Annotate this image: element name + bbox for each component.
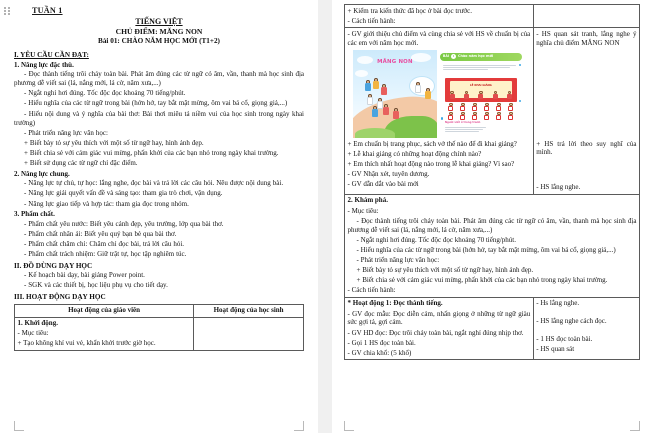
table-row <box>345 5 640 28</box>
column-header-teacher: Hoạt động của giáo viên <box>15 304 194 317</box>
activities-table <box>14 304 304 351</box>
cell-student-activity <box>533 5 639 28</box>
lesson-title: Chào năm học mới <box>457 54 494 59</box>
body-text: - Năng lực giải quyết vấn đề và sáng tạo: tham gia trò chơi, vận dụng. <box>24 189 223 198</box>
activity-heading: * Hoạt động 1: Đọc thành tiếng. <box>347 299 443 308</box>
theme-line: CHỦ ĐIỂM: MĂNG NON <box>115 27 203 36</box>
crop-mark-bottom-right <box>294 421 304 431</box>
decorative-dot <box>519 100 521 102</box>
crop-mark-bottom-left <box>14 421 24 431</box>
column-header-student: Hoạt động của học sinh <box>194 304 304 317</box>
book-right-page-lesson <box>437 50 525 138</box>
body-text: - Hiểu nội dung và ý nghĩa của bài thơ: Bài thơi miêu tả niềm vui của học sinh trong ngày khai trường) <box>14 109 304 127</box>
activity-text: - Cách tiến hành: <box>347 286 396 295</box>
body-text: - Hiểu nghĩa của các từ ngữ trong bài (hớn hở, tay bắt mặt mừng, ôm vai bá cổ, giọng giả,...) <box>24 99 288 108</box>
textbook-spread-illustration <box>353 50 525 138</box>
cell-teacher-activity <box>345 28 534 195</box>
activity-heading: 1. Khởi động. <box>17 319 58 328</box>
activity-text: + Em chuẩn bị trang phục, sách vở thế nào để đi khai giảng? <box>347 139 517 148</box>
activity-text: + Em thích nhất hoạt động nào trong lễ khai giảng? Vì sao? <box>347 159 515 168</box>
activities-table-continued <box>344 4 640 360</box>
page-right <box>332 0 650 433</box>
activity-text: - Mục tiêu: <box>17 329 49 338</box>
body-text: - SGK và các thiết bị, học liệu phụ vụ cho tiết dạy. <box>24 281 168 290</box>
kid-figure <box>367 94 373 106</box>
section-heading-teaching-equipment: II. ĐỒ DÙNG DẠY HỌC <box>14 262 93 271</box>
lesson-bai-label: BÀI <box>442 54 449 59</box>
cell-teacher-activity <box>345 5 534 28</box>
lesson-number-badge: 1 <box>452 54 455 59</box>
stage-kids-row <box>445 91 517 99</box>
activity-text: - Hiểu nghĩa của các từ ngữ trong bài (hớn hở, tay bắt mặt mừng, ôm vai bá cổ, giọng giả,...) <box>356 245 616 254</box>
student-text: - 1 HS đọc toàn bài. <box>536 335 593 344</box>
table-row <box>15 317 304 350</box>
body-text: - Phẩm chất trách nhiệm: Giữ trật tự, học tập nghiêm túc. <box>24 250 187 259</box>
activity-text: - GV giới thiệu chủ điểm và cùng chia sẻ với HS về chuẩn bị của các em với năm học mới. <box>347 29 531 47</box>
cell-student-activity <box>533 28 639 195</box>
page-left <box>0 0 318 433</box>
stage-banner-text: LỄ KHAI GIẢNG <box>469 83 492 87</box>
subheading-general-competence: 2. Năng lực chung. <box>14 170 70 179</box>
student-text: + HS trả lời theo suy nghĩ của mình. <box>536 139 637 157</box>
activity-text: + Tạo không khí vui vẻ, khẩn khởi trước giờ học. <box>17 339 156 348</box>
activity-text: - GV HD đọc: Đọc trôi chảy toàn bài, ngắt nghỉ đúng nhịp thơ. <box>347 328 524 337</box>
activity-text: - Cách tiến hành: <box>347 16 396 25</box>
activity-text: - GV dẫn dắt vào bài mới <box>347 180 419 189</box>
subheading-specific-competence: 1. Năng lực đặc thù. <box>14 61 74 69</box>
body-text: - Đọc thành tiếng trôi chảy toàn bài. Phát âm đúng các từ ngữ có âm, vần, thanh mà học sinh địa phương dễ viết sai (lá, nắng mới, lá cờ, năm xưa,...) <box>14 70 304 88</box>
student-text: - HS lắng nghe cách đọc. <box>536 317 607 326</box>
drag-handle-icon[interactable] <box>4 7 10 16</box>
outline-heading-tuan: TUẦN 1 <box>32 6 63 15</box>
body-text: - Phẩm chất nhân ái: Biết yêu quý bạn bè qua bài thơ. <box>24 229 177 238</box>
subheading-qualities: 3. Phẩm chất. <box>14 210 55 219</box>
table-header-row <box>15 304 304 317</box>
footer-note-text: Người viết ở trong tranh <box>444 120 481 124</box>
grass-shape-2 <box>355 128 395 138</box>
student-text: - Hs lắng nghe. <box>536 299 580 308</box>
activity-text: - GV chia khổ: (5 khổ) <box>347 348 412 357</box>
cell-teacher-activity <box>15 317 194 350</box>
kid-figure <box>415 82 421 94</box>
cell-teacher-activity <box>345 297 534 359</box>
body-text: - Kế hoạch bài dạy, bài giảng Power point. <box>24 271 145 280</box>
table-row <box>345 194 640 297</box>
lesson-paragraph-lines <box>443 65 519 72</box>
activity-text: - Mục tiêu: <box>347 206 379 215</box>
speech-bubble <box>409 76 435 96</box>
kid-figure <box>365 80 371 92</box>
student-text: - HS quan sát <box>536 345 575 354</box>
body-text: + Biết chia sẻ với cảm giác vui mừng, phấn khởi của các bạn nhỏ trong ngày khai trường. <box>24 148 279 157</box>
kid-figure <box>381 84 387 96</box>
table-row <box>345 28 640 195</box>
activity-text: + Kiểm tra kiến thức đã học ở bài đọc trước. <box>347 6 472 15</box>
kid-figure <box>393 108 399 120</box>
kid-figure <box>373 78 379 90</box>
audience-kids-row-1 <box>445 103 517 111</box>
book-left-page-cover <box>353 50 437 138</box>
body-text: + Biết bày tỏ sự yêu thích với một số từ ngữ hay, hình ảnh đẹp. <box>24 138 204 147</box>
kid-figure <box>372 106 378 118</box>
student-text: - HS lắng nghe. <box>536 183 581 192</box>
body-text: - Ngắt nghỉ hơi đúng. Tốc độc đọc khoảng 70 tiếng/phút. <box>24 89 186 98</box>
decorative-dot <box>519 64 521 66</box>
activity-text: + Biết bày tỏ sự yêu thích với một số từ ngữ hay, hình ảnh đẹp. <box>356 266 534 275</box>
body-text: - Phẩm chất chăm chỉ: Chăm chỉ đọc bài, trả lời câu hỏi. <box>24 239 185 248</box>
crop-mark-bottom-right <box>630 421 640 431</box>
cell-student-activity <box>533 297 639 359</box>
lesson-header-bar <box>440 53 522 61</box>
section-heading-teaching-activities: III. HOẠT ĐỘNG DẠY HỌC <box>14 293 106 302</box>
activity-heading: 2. Khám phá. <box>347 196 388 205</box>
activity-text: - Phát triển năng lực văn học: <box>356 256 440 265</box>
body-text: - Năng lực tự chủ, tự học: lắng nghe, đọc bài và trả lời các câu hỏi. Nêu được nội dung bài. <box>24 179 284 188</box>
student-text: - HS quan sát tranh, lắng nghe ý nghĩa chủ điểm MĂNG NON <box>536 29 637 47</box>
activity-text: + Biết chia sẻ với cảm giác vui mừng, phấn khởi của các bạn nhỏ trong ngày khai trường. <box>356 276 608 285</box>
body-text: - Phát triển năng lực văn học: <box>24 128 108 137</box>
body-text: - Phẩm chất yêu nước: Biết yêu cảnh đẹp, yêu trường, lớp qua bài thơ. <box>24 219 224 228</box>
kid-figure <box>425 88 431 100</box>
cell-student-activity <box>194 317 304 350</box>
lesson-line: Bài 01: CHÀO NĂM HỌC MỚI (T1+2) <box>98 37 220 45</box>
cell-teacher-activity <box>345 194 640 297</box>
activity-text: - Gọi 1 HS đọc toàn bài. <box>347 338 416 347</box>
kid-figure <box>383 104 389 116</box>
body-text: + Biết sử dụng các từ ngữ chỉ đặc điểm. <box>24 159 138 168</box>
section-heading-requirements: I. YÊU CẦU CẦN ĐẠT: <box>14 51 89 59</box>
activity-text: - Ngắt nghỉ hơi đúng. Tốc độc đọc khoảng 70 tiếng/phút. <box>356 235 516 244</box>
activity-text: + Lễ khai giảng có những hoạt động chính nào? <box>347 149 482 158</box>
table-row <box>345 297 640 359</box>
page-gutter <box>318 0 332 433</box>
crop-mark-bottom-left <box>344 421 354 431</box>
book-cover-title: MĂNG NON <box>377 58 413 65</box>
lesson-footer-note <box>445 117 493 132</box>
decorative-dot <box>441 117 443 119</box>
page-title: TIẾNG VIỆT <box>135 17 183 26</box>
body-text: - Năng lực giao tiếp và hợp tác: tham gia đọc trong nhóm. <box>24 199 189 208</box>
activity-text: - Đọc thành tiếng trôi chảy toàn bài. Phát âm đúng các từ ngữ có âm, vần, thanh mà học sinh địa phương dễ viết sai (lá, nắng mới, lá cờ, năm xưa,...) <box>347 216 637 234</box>
activity-text: - GV Nhận xét, tuyên dương. <box>347 169 430 178</box>
activity-text: - GV đọc mẫu: Đọc diễn cảm, nhấn giọng ở những từ ngữ giàu sức gợi tả, gợi cảm. <box>347 309 531 327</box>
